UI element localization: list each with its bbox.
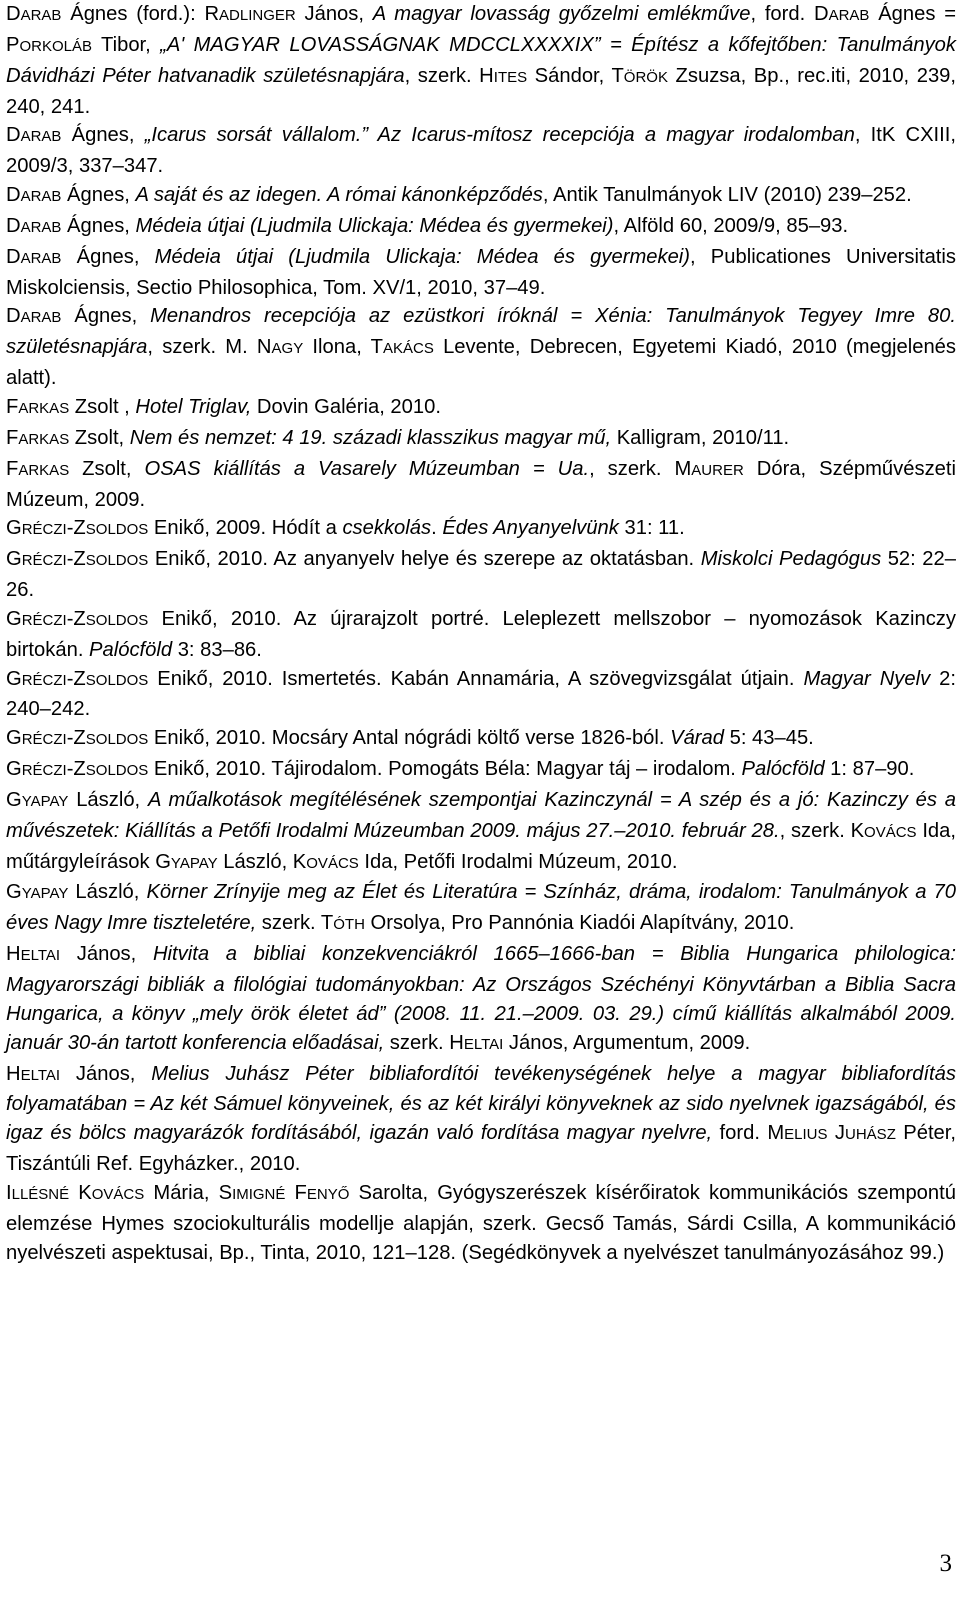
entry-text: F [285, 1181, 307, 1204]
small-caps-name: ARAB [20, 7, 62, 24]
small-caps-name: AKÁCS [383, 340, 434, 358]
small-caps-name: ARAB [20, 309, 62, 327]
small-caps-name: SOLDOS [85, 521, 149, 539]
small-caps-name: ORKOLÁB [19, 37, 92, 55]
bibliography-entry [6, 545, 956, 605]
small-caps-name: ARKAS [18, 461, 70, 479]
entry-text: Enikő, 2010. Az újrarajzolt portré. Leleplezett mellszobor – nyomozások Kazinczy birtokán. [6, 607, 956, 661]
entry-text: , Antik Tanulmányok LIV (2010) 239–252. [542, 184, 912, 207]
entry-text: G [6, 788, 22, 811]
italic-title: Várad [670, 727, 724, 750]
small-caps-name: SOLDOS [85, 731, 149, 749]
italic-title: A magyar lovasság győzelmi emlékműve [372, 3, 751, 25]
italic-title: Palócföld [89, 638, 173, 661]
bibliography-entry [6, 424, 956, 455]
entry-text: , ItK CXIII, 2009/3, 337–347. [6, 124, 956, 178]
small-caps-name: SOLDOS [85, 762, 149, 780]
small-caps-name: ARAB [828, 7, 870, 24]
entry-text: Ágnes, [61, 305, 151, 328]
bibliography-entry [6, 786, 956, 879]
entry-text: -Z [66, 667, 86, 690]
entry-text: Levente, Debrecen, Egyetemi Kiadó, 2010 (megjelenés alatt). [6, 336, 957, 390]
entry-text: János, [295, 3, 373, 25]
italic-title: Nem és nemzet: 4 19. századi klasszikus magyar mű, [129, 426, 612, 449]
entry-text: 1: 87–90. [824, 758, 915, 781]
entry-text: Ágnes = P [6, 3, 956, 56]
entry-text: 5: 43–45. [723, 727, 814, 750]
bibliography-entry [6, 724, 956, 755]
small-caps-name: ÓTH [333, 916, 365, 934]
entry-text: -Z [66, 548, 86, 571]
entry-text: , szerk. K [779, 819, 865, 842]
small-caps-name: ARAB [20, 128, 62, 146]
entry-text: Ágnes, [61, 214, 136, 237]
bibliography-entry [6, 243, 956, 303]
bibliography-entry [6, 514, 956, 545]
entry-text: Zsolt, [69, 426, 130, 449]
bibliography-entry [6, 878, 956, 940]
small-caps-name: AGY [271, 340, 304, 358]
entry-text: , Publicationes Universitatis Miskolciensis, Sectio Philosophica, Tom. XV/1, 2010, 37–49. [6, 245, 956, 299]
small-caps-name: RÉCZI [21, 552, 67, 570]
bibliography-list [6, 0, 956, 1267]
italic-title: Hotel Triglav, [135, 395, 252, 418]
entry-text: G [6, 667, 22, 690]
entry-text: Enikő, 2010. Ismertetés. Kabán Annamária, A szövegvizsgálat útjain. [148, 667, 804, 690]
entry-text: Zsolt, [69, 457, 145, 480]
entry-text: D [6, 184, 21, 207]
entry-text: László, K [217, 850, 307, 873]
small-caps-name: RÉCZI [21, 611, 67, 629]
italic-title: Médeia útjai (Ljudmila Ulickaja: Médea és gyermekei) [154, 245, 691, 268]
small-caps-name: ELTAI [20, 947, 61, 965]
entry-text: F [6, 457, 19, 480]
entry-text: -Z [66, 727, 86, 750]
small-caps-name: ENYŐ [306, 1185, 350, 1203]
entry-text: Ida, műtárgyleírások G [6, 819, 956, 873]
entry-text: D [6, 214, 21, 237]
small-caps-name: SOLDOS [85, 611, 149, 629]
small-caps-name: OVÁCS [91, 1185, 145, 1203]
entry-text: Dóra, Szépművészeti Múzeum, 2009. [6, 457, 956, 511]
entry-text: , ford. D [750, 3, 829, 25]
italic-title: A saját és az idegen. A római kánonképződés [135, 184, 543, 207]
entry-text: János, [60, 1062, 152, 1085]
entry-text: G [6, 727, 22, 750]
italic-title: Hitvita a bibliai konzekvenciákról 1665–1666-ban = Biblia Hungarica philologica: Magyarországi bibliák a filológiai tudományokban: Az Országos Széchényi Könyvtárban a Biblia Sacra Hungarica, a könyv „mely örök életet ád” (2008. 11. 21.–2009. 03. 29.) című kiállítás alkalmából 2009. január 30-án tartott konferencia előadásai, [6, 943, 956, 1054]
entry-text: G [6, 517, 22, 540]
entry-text: Enikő, 2010. Az anyanyelv helye és szerepe az oktatásban. [148, 548, 701, 571]
entry-text: -Z [66, 607, 86, 630]
bibliography-entry [6, 181, 956, 212]
small-caps-name: YAPAY [170, 854, 218, 872]
bibliography-entry [6, 393, 956, 424]
small-caps-name: ELTAI [463, 1035, 504, 1053]
entry-text: Ágnes, [61, 184, 136, 207]
bibliography-entry [6, 1060, 956, 1179]
entry-text: D [6, 3, 21, 25]
entry-text: Enikő, 2009. Hódít a [148, 517, 343, 540]
entry-text: , Alföld 60, 2009/9, 85–93. [613, 214, 849, 237]
entry-text: Ágnes, [61, 245, 155, 268]
entry-text: Dovin Galéria, 2010. [251, 395, 441, 418]
entry-text: G [6, 881, 22, 904]
entry-text: 52: 22–26. [6, 548, 956, 602]
italic-title: Menandros recepciója az ezüstkori íróknál = Xénia: Tanulmányok Tegyey Imre 80. [150, 305, 956, 328]
entry-text: János, Argumentum, 2009. [503, 1031, 751, 1054]
bibliography-entry [6, 212, 956, 243]
bibliography-entry [6, 1179, 956, 1268]
italic-title: A műalkotások megítélésének szempontjai Kazinczynál = A szép és a jó: Kazinczy és a művészetek: Kiállítás a Petőfi Irodalmi Múzeumban 2009. május 27.–2010. február 28. [6, 788, 956, 842]
entry-text: G [6, 548, 22, 571]
entry-text: -Z [66, 517, 86, 540]
entry-text: , szerk. M. N [147, 336, 272, 359]
small-caps-name: ARKAS [18, 399, 70, 417]
small-caps-name: YAPAY [21, 792, 69, 810]
italic-title: Miskolci Pedagógus [700, 548, 882, 571]
small-caps-name: OVÁCS [864, 823, 917, 841]
entry-text: 31: 11. [618, 517, 685, 540]
italic-title: „Icarus sorsát vállalom.” Az Icarus-mítosz recepciója a magyar irodalomban [144, 124, 855, 147]
entry-text: Ágnes (ford.): R [61, 3, 220, 25]
entry-text: Enikő, 2010. Tájirodalom. Pomogáts Béla: Magyar táj – irodalom. [148, 758, 742, 781]
entry-text: ford. M [712, 1122, 785, 1145]
entry-text: D [6, 245, 21, 268]
italic-title: Magyar Nyelv [803, 667, 931, 690]
small-caps-name: ARKAS [18, 430, 70, 448]
entry-text: H [6, 1062, 21, 1085]
entry-text: F [6, 395, 19, 418]
entry-text: D [6, 124, 21, 147]
entry-text: G [6, 607, 22, 630]
bibliography-entry [6, 455, 956, 515]
entry-text: Zsuzsa, Bp., rec.iti, 2010, 239, 240, 241. [6, 64, 957, 118]
entry-text: . [431, 517, 443, 540]
entry-text: szerk. T [256, 912, 334, 935]
italic-title: „A' MAGYAR LOVASSÁGNAK MDCCLXXXXIX” = Építész a kőfejtőben: Tanulmányok Dávidházi Péter hatvanadik születésnapjára [6, 33, 956, 87]
bibliography-entry [6, 302, 956, 393]
small-caps-name: RÉCZI [21, 731, 67, 749]
entry-text: Ágnes, [61, 124, 145, 147]
entry-text: -Z [66, 758, 86, 781]
italic-title: születésnapjára [6, 336, 148, 359]
small-caps-name: AURER [691, 461, 744, 479]
entry-text: , szerk. M [589, 457, 692, 480]
italic-title: Édes Anyanyelvünk [442, 517, 619, 540]
entry-text: Mária, S [144, 1181, 233, 1204]
entry-text: Péter, Tiszántúli Ref. Egyházker., 2010. [6, 1122, 956, 1176]
italic-title: Médeia útjai (Ljudmila Ulickaja: Médea és gyermekei) [135, 214, 614, 237]
small-caps-name: ARAB [20, 188, 62, 206]
entry-text: szerk. H [384, 1031, 464, 1054]
small-caps-name: IMIGNÉ [232, 1185, 286, 1203]
bibliography-entry [6, 605, 956, 665]
small-caps-name: RÉCZI [21, 762, 67, 780]
entry-text: Sarolta, Gyógyszerészek kísérőiratok kommunikációs szempontú elemzése Hymes szociokulturális modellje alapján, szerk. Gecső Tamás, Sárdi Csilla, A kommunikáció nyelvészeti aspektusai, Bp., Tinta, 2010, 121–128. (Segédkönyvek a nyelvészet tanulmányozásához 99.) [6, 1181, 956, 1264]
italic-title: Melius Juhász Péter bibliafordítói tevékenységének helye a magyar bibliafordítás folyamatában = Az két Sámuel könyveinek, és az két királyi könyveknek az sido nyelvnek igazságából, és igaz és bölcs magyarázók fordításából, igazán való fordítása magyar nyelvre, [6, 1062, 956, 1145]
small-caps-name: SOLDOS [85, 552, 149, 570]
small-caps-name: LLÉSNÉ [11, 1185, 70, 1203]
entry-text: Tibor, [92, 33, 161, 56]
small-caps-name: RÉCZI [21, 671, 67, 689]
entry-text: 2: 240–242. [6, 667, 956, 721]
entry-text: , szerk. H [404, 64, 494, 87]
entry-text: G [6, 758, 22, 781]
small-caps-name: ADLINGER [219, 7, 296, 24]
bibliography-entry [6, 121, 956, 181]
italic-title: Körner Zrínyije meg az Élet és Literatúra = Színház, dráma, irodalom: Tanulmányok a 70 éves Nagy Imre tiszteletére, [6, 881, 956, 935]
entry-text: K [69, 1181, 92, 1204]
entry-text: F [6, 426, 19, 449]
small-caps-name: ARAB [20, 218, 62, 236]
small-caps-name: YAPAY [21, 885, 69, 903]
small-caps-name: RÉCZI [21, 521, 67, 539]
small-caps-name: ITES [493, 68, 528, 86]
entry-text: 3: 83–86. [172, 638, 262, 661]
entry-text: Ilona, T [303, 336, 383, 359]
entry-text: Orsolya, Pro Pannónia Kiadói Alapítvány, 2010. [364, 912, 795, 935]
small-caps-name: OVÁCS [306, 854, 359, 872]
entry-text: Ida, Petőfi Irodalmi Múzeum, 2010. [358, 850, 678, 873]
small-caps-name: UHÁSZ [845, 1126, 896, 1144]
entry-text: I [6, 1181, 12, 1204]
small-caps-name: ÖRÖK [623, 68, 668, 86]
small-caps-name: ELIUS [784, 1126, 828, 1144]
bibliography-entry [6, 665, 956, 725]
entry-text: Enikő, 2010. Mocsáry Antal nógrádi költő verse 1826-ból. [148, 727, 671, 750]
bibliography-entry [6, 755, 956, 786]
italic-title: Palócföld [741, 758, 825, 781]
entry-text: H [6, 943, 21, 966]
bibliography-entry [6, 940, 956, 1059]
entry-text: László, [68, 881, 147, 904]
italic-title: csekkolás [342, 517, 432, 540]
entry-text: László, [68, 788, 148, 811]
page-number: 3 [939, 1550, 952, 1577]
small-caps-name: SOLDOS [85, 671, 149, 689]
bibliography-entry [6, 0, 956, 121]
small-caps-name: ELTAI [20, 1066, 61, 1084]
entry-text: D [6, 305, 21, 328]
small-caps-name: ARAB [20, 249, 62, 267]
entry-text: Sándor, T [527, 64, 624, 87]
entry-text: Kalligram, 2010/11. [611, 426, 790, 449]
entry-text: János, [60, 943, 153, 966]
entry-text: Zsolt , [69, 395, 136, 418]
entry-text: J [827, 1122, 846, 1145]
italic-title: OSAS kiállítás a Vasarely Múzeumban = Ua. [144, 457, 590, 480]
